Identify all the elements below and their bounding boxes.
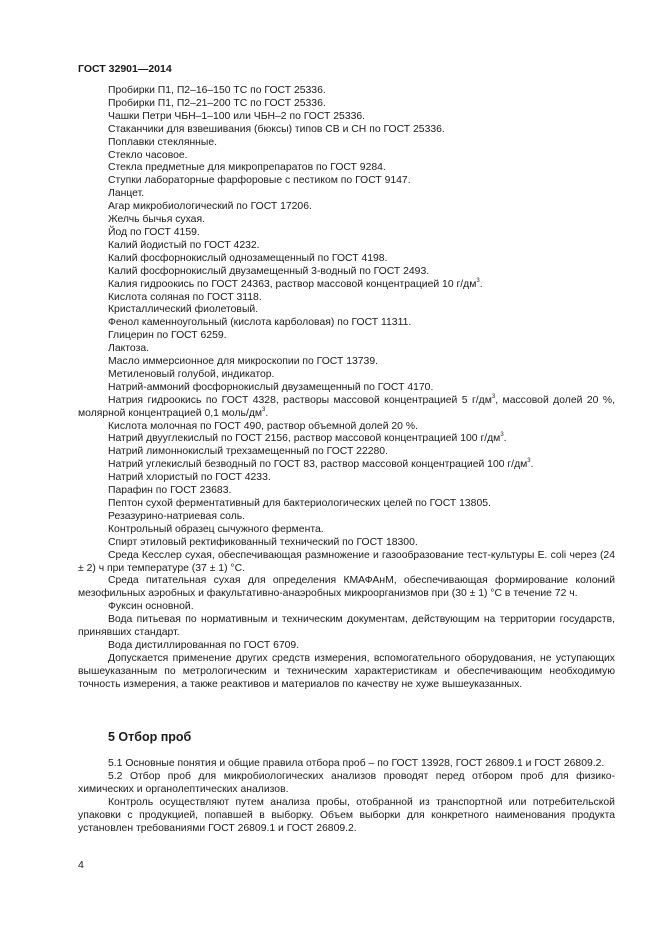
list-item [78,227,615,240]
text-segment: Калия гидроокись по ГОСТ 24363, раствор массовой концентрацией 10 г/дм [108,278,477,290]
list-item [78,292,615,305]
page-number: 4 [78,859,84,871]
text-segment: Калий фосфорнокислый двузамещенный 3-водный по ГОСТ 2493. [108,265,430,277]
text-segment: Кислота соляная по ГОСТ 3118. [108,291,262,303]
text-segment: Пробирки П1, П2–21–200 ТС по ГОСТ 25336. [108,97,326,109]
list-item [78,421,615,434]
text-segment: Стаканчики для взвешивания (бюксы) типов СВ и СН по ГОСТ 25336. [108,123,445,135]
text-segment: . [503,433,507,445]
text-segment: Лактоза. [108,343,149,355]
text-segment: Допускается применение других средств измерения, вспомогательного оборудования, не уступающих вышеуказанным по метрологическим и техническим характеристикам и обеспечивающим необходимую точность измерения, а также реактивов и материалов по качеству не хуже вышеуказанных. [78,652,615,690]
list-item [78,498,615,511]
text-segment: Вода дистиллированная по ГОСТ 6709. [108,639,300,651]
list-item [78,85,615,98]
list-item [78,343,615,356]
list-item [78,550,615,576]
text-segment: Натрий углекислый безводный по ГОСТ 83, раствор массовой концентрацией 100 г/дм [108,459,528,471]
list-item [78,175,615,188]
list-item [78,459,615,472]
superscript: 3 [527,458,531,465]
list-item [78,111,615,124]
text-segment: Стекла предметные для микропрепаратов по ГОСТ 9284. [108,162,386,174]
text-segment: Натрий лимоннокислый трехзамещенный по ГОСТ 22280. [108,446,388,458]
list-item [78,188,615,201]
text-segment: , массовой долей 20 %, молярной концентрацией 0,1 моль/дм [78,394,615,419]
text-segment: Йод по ГОСТ 4159. [108,226,200,238]
text-segment: Фуксин основной. [108,601,194,613]
text-segment: Вода питьевая по нормативным и техническим документам, действующим на территории государств, принявших стандарт. [78,614,615,639]
list-item [78,98,615,111]
list-item [78,382,615,395]
list-item [78,356,615,369]
text-segment: Кислота молочная по ГОСТ 490, раствор объемной долей 20 %. [108,420,418,432]
list-item [78,240,615,253]
list-item [78,614,615,640]
list-item [78,369,615,382]
text-segment: . [265,407,269,419]
text-segment: Калий йодистый по ГОСТ 4232. [108,239,260,251]
list-item [78,124,615,137]
text-segment: Натрий двууглекислый по ГОСТ 2156, раствор массовой концентрацией 100 г/дм [108,433,501,445]
list-item [78,485,615,498]
list-item [78,137,615,150]
materials-list [78,85,615,692]
list-item [78,524,615,537]
list-item [78,150,615,163]
text-segment: Ступки лабораторные фарфоровые с пестиком по ГОСТ 9147. [108,175,411,187]
list-item [78,433,615,446]
text-segment: Пробирки П1, П2–16–150 ТС по ГОСТ 25336. [108,85,326,96]
document-header: ГОСТ 32901—2014 [78,63,172,75]
superscript: 3 [262,406,266,413]
text-segment: Метиленовый голубой, индикатор. [108,368,275,380]
text-segment: Спирт этиловый ректификованный технический по ГОСТ 18300. [108,536,418,548]
text-segment: Ланцет. [108,188,145,200]
text-segment: Калий фосфорнокислый однозамещенный по ГОСТ 4198. [108,252,388,264]
list-item [78,214,615,227]
text-segment: Стекло часовое. [108,149,188,161]
superscript: 3 [476,277,480,284]
text-segment: Натрий-аммоний фосфорнокислый двузамещенный по ГОСТ 4170. [108,381,434,393]
list-item [78,575,615,601]
text-segment: . [530,459,534,471]
text-segment: Пептон сухой ферментативный для бактериологических целей по ГОСТ 13805. [108,498,491,509]
paragraph: 5.1 Основные понятия и общие правила отбора проб – по ГОСТ 13928, ГОСТ 26809.1 и ГОСТ 26809.2. [108,758,605,769]
list-item [78,640,615,653]
list-item [78,253,615,266]
list-item [78,601,615,614]
list-item [78,472,615,485]
text-segment: Глицерин по ГОСТ 6259. [108,330,227,342]
list-item [78,653,615,692]
text-segment: Среда Кесслер сухая, обеспечивающая размножение и газообразование тест-культуры E. coli через (24 ± 2) ч при температуре (37 ± 1) °С. [78,549,615,574]
list-item [78,511,615,524]
text-segment: Масло иммерсионное для микроскопии по ГОСТ 13739. [108,356,378,368]
section-heading: 5 Отбор проб [108,730,192,744]
list-item [78,266,615,279]
list-item [78,330,615,343]
text-segment: Парафин по ГОСТ 23683. [108,485,232,497]
text-segment: Резазурино-натриевая соль. [108,510,246,522]
text-segment: Агар микробиологический по ГОСТ 17206. [108,201,312,213]
list-item [78,201,615,214]
text-segment: Натрий хлористый по ГОСТ 4233. [108,472,271,484]
list-item [78,395,615,421]
list-item [78,162,615,175]
superscript: 3 [500,432,504,439]
list-item [78,537,615,550]
paragraph: 5.2 Отбор проб для микробиологических анализов проводят перед отбором проб для физико-химических и органолептических анализов. [78,770,615,795]
text-segment: . [479,278,483,290]
list-item [78,304,615,317]
paragraph: Контроль осуществляют путем анализа пробы, отобранной из транспортной или потребительской упаковки с продукцией, попавшей в выборку. Объем выборки для конкретного наименования продукта установлен требованиями ГОСТ 26809.1 и ГОСТ 26809.2. [78,796,615,834]
text-segment: Контрольный образец сычужного фермента. [108,523,324,535]
text-segment: Фенол каменноугольный (кислота карболовая) по ГОСТ 11311. [108,317,412,329]
list-item [78,446,615,459]
list-item [78,317,615,330]
section-body [78,758,615,835]
text-segment: Среда питательная сухая для определения КМАФАнМ, обеспечивающая формирование колоний мезофильных аэробных и факультативно-анаэробных микроорганизмов при (30 ± 1) °С в течение 72 ч. [78,575,615,600]
text-segment: Желчь бычья сухая. [108,214,205,226]
list-item [78,279,615,292]
text-segment: Натрия гидроокись по ГОСТ 4328, растворы массовой концентрацией 5 г/дм [108,394,492,406]
text-segment: Кристаллический фиолетовый. [108,304,259,316]
text-segment: Чашки Петри ЧБН–1–100 или ЧБН–2 по ГОСТ 25336. [108,110,366,122]
superscript: 3 [491,393,496,400]
text-segment: Поплавки стеклянные. [108,136,218,148]
